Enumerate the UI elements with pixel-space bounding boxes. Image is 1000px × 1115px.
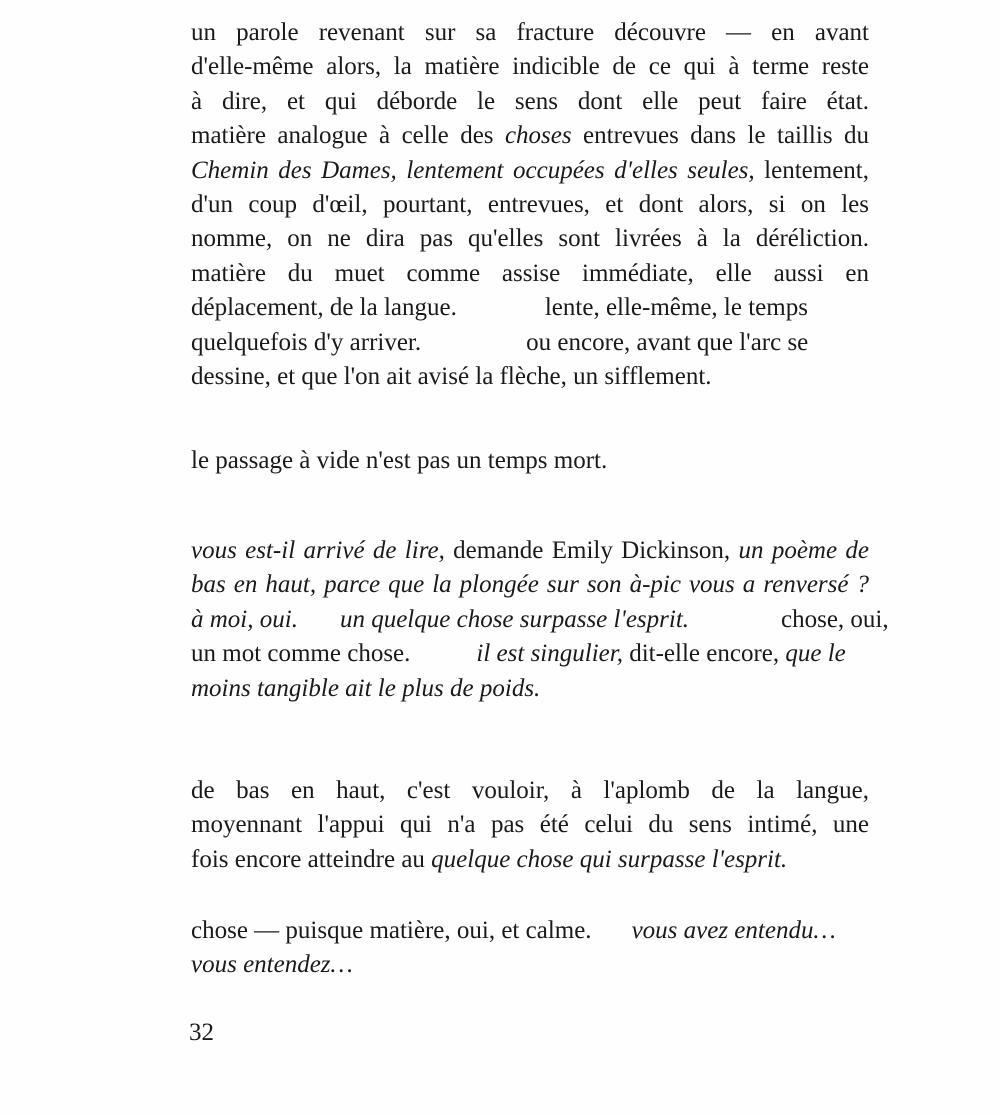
roman-text: de bas en haut, c'est vouloir, à l'aplomb de la langue, [191, 777, 869, 804]
roman-text: à dire, et qui déborde le sens dont elle peut faire état. [191, 87, 869, 115]
roman-text: un parole revenant sur sa fracture découvre — en avant [191, 19, 869, 46]
text-line [191, 843, 869, 877]
roman-text: déplacement, de la langue. [191, 294, 457, 322]
roman-text: moyennant l'appui qui n'a pas été celui du sens intimé, une [191, 811, 869, 839]
roman-text: d'un coup d'œil, pourtant, entrevues, et dont alors, si on les [191, 190, 869, 218]
italic-text: moins tangible ait le plus de poids. [191, 674, 541, 702]
italic-text: vous entendez… [191, 951, 353, 979]
roman-text: chose — puisque matière, oui, et calme. [191, 917, 592, 944]
italic-text: à moi, oui. [191, 605, 298, 633]
italic-text: un poème de [738, 537, 869, 564]
roman-text: lente, elle-même, le temps [544, 294, 808, 322]
paragraph-2 [191, 444, 869, 478]
roman-text: nomme, on ne dira pas qu'elles sont livrées à la déréliction. [191, 225, 869, 253]
roman-text: ou encore, avant que l'arc se [526, 328, 809, 356]
text-line [191, 914, 869, 948]
text-line [191, 808, 869, 842]
text-line [191, 291, 869, 325]
paragraph-4 [191, 774, 869, 877]
italic-text: vous avez entendu… [631, 917, 836, 944]
italic-text: que le [785, 640, 846, 668]
text-line [191, 603, 889, 637]
roman-text: demande Emily Dickinson, [444, 537, 739, 564]
text-line [191, 948, 869, 982]
text-line [191, 188, 869, 222]
page-number: 32 [189, 1019, 214, 1046]
text-line [191, 16, 869, 50]
roman-text: quelquefois d'y arriver. [191, 328, 422, 356]
text-line [191, 326, 869, 360]
roman-text: un mot comme chose. [191, 640, 411, 668]
text-line [191, 568, 869, 602]
italic-text: choses [504, 122, 572, 150]
roman-text: d'elle-même alors, la matière indicible de ce qui à terme reste [191, 53, 869, 81]
roman-text: lentement, [754, 156, 869, 184]
paragraph-1 [191, 16, 869, 394]
text-line [191, 774, 869, 808]
roman-text: chose, oui, [781, 605, 889, 633]
text-line [191, 534, 869, 568]
roman-text: matière du muet comme assise immédiate, elle aussi en [191, 259, 869, 287]
roman-text: le passage à vide n'est pas un temps mort. [191, 447, 608, 474]
roman-text: dessine, et que l'on ait avisé la flèche, un sifflement. [191, 362, 712, 390]
italic-text: quelque chose qui surpasse l'esprit. [431, 845, 788, 873]
paragraph-3 [191, 534, 889, 706]
roman-text: matière analogue à celle des [191, 122, 505, 150]
text-line [191, 444, 869, 478]
text-line [191, 50, 869, 84]
text-line [191, 85, 869, 119]
text-line [191, 360, 869, 394]
paragraph-5 [191, 914, 869, 983]
roman-text: fois encore atteindre au [191, 845, 432, 873]
italic-text: bas en haut, parce que la plongée sur son à-pic vous a renversé ? [191, 571, 869, 599]
text-line [191, 257, 869, 291]
text-line [191, 637, 869, 671]
italic-text: Chemin des Dames, lentement occupées d'elles seules, [191, 156, 755, 184]
italic-text: vous est-il arrivé de lire, [191, 537, 445, 564]
roman-text: dit-elle encore, [622, 640, 786, 668]
italic-text: un quelque chose surpasse l'esprit. [339, 605, 690, 633]
roman-text: entrevues dans le taillis du [571, 122, 869, 150]
text-line [191, 222, 869, 256]
text-line [191, 672, 869, 706]
italic-text: il est singulier, [476, 640, 623, 668]
text-line [191, 119, 869, 153]
text-line [191, 154, 869, 188]
